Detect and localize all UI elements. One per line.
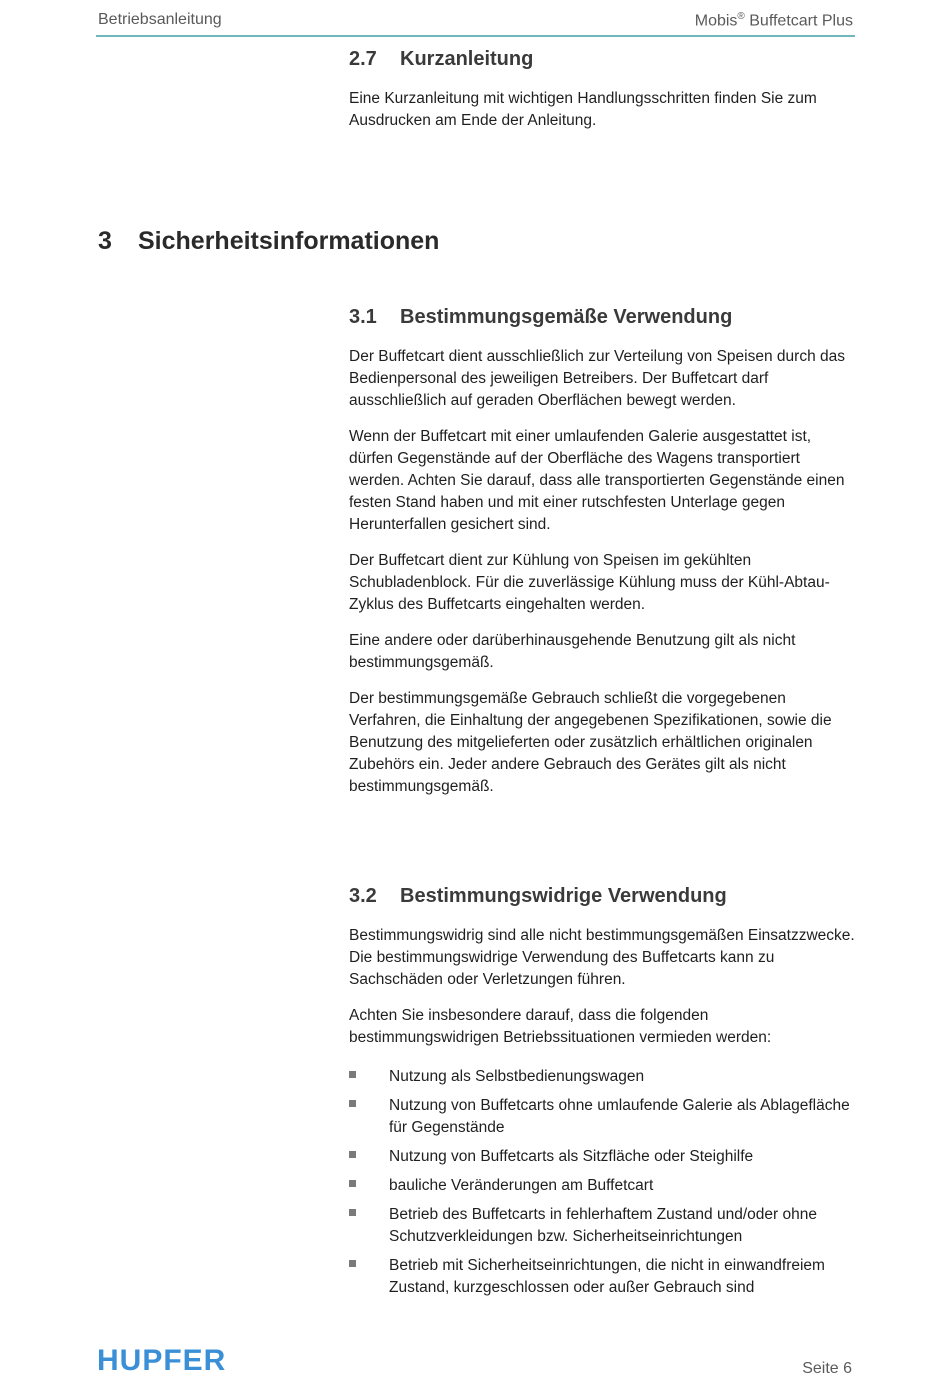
section-heading — [349, 885, 859, 908]
list-item — [349, 1095, 859, 1139]
header-product-name — [695, 11, 853, 30]
paragraph: Der Buffetcart dient ausschließlich zur Verteilung von Speisen durch das Bedienpersonal des jeweiligen Betreibers. Der Buffetcart darf ausschließlich auf geraden Oberflächen bewegt werden. — [349, 348, 845, 409]
chapter-title: Sicherheitsinformationen — [138, 227, 440, 255]
bullet-square-icon — [349, 1100, 356, 1107]
section-title: Bestimmungswidrige Verwendung — [400, 885, 727, 907]
section-heading — [349, 306, 859, 329]
section-3-2 — [349, 885, 859, 1049]
list-item-text: Nutzung von Buffetcarts ohne umlaufende Galerie als Ablagefläche für Gegenstände — [389, 1097, 850, 1136]
bullet-square-icon — [349, 1151, 356, 1158]
paragraph: Eine Kurzanleitung mit wichtigen Handlungsschritten finden Sie zum Ausdrucken am Ende der Anleitung. — [349, 90, 817, 129]
list-item — [349, 1255, 859, 1299]
section-title: Bestimmungsgemäße Verwendung — [400, 306, 733, 328]
bullet-square-icon — [349, 1180, 356, 1187]
paragraph: Wenn der Buffetcart mit einer umlaufenden Galerie ausgestattet ist, dürfen Gegenstände auf der Oberfläche des Wagens transportiert werden. Achten Sie darauf, dass alle transportierten Gegenstände einen festen Stand haben und mit einer rutschfesten Unterlage gegen Herunterfallen gesichert sind. — [349, 428, 845, 533]
list-item — [349, 1175, 859, 1197]
list-item — [349, 1204, 859, 1248]
paragraph: Der Buffetcart dient zur Kühlung von Speisen im gekühlten Schubladenblock. Für die zuverlässige Kühlung muss der Kühl-Abtau-Zyklus des Buffetcarts eingehalten werden. — [349, 552, 830, 613]
list-item-text: Betrieb mit Sicherheitseinrichtungen, die nicht in einwandfreiem Zustand, kurzgeschlossen oder außer Gebrauch sind — [389, 1257, 825, 1296]
paragraph: Eine andere oder darüberhinausgehende Benutzung gilt als nicht bestimmungsgemäß. — [349, 632, 796, 671]
section-number: 2.7 — [349, 48, 377, 70]
header-brand: Mobis — [694, 12, 738, 30]
list-item-text: bauliche Veränderungen am Buffetcart — [389, 1177, 654, 1194]
bullet-square-icon — [349, 1260, 356, 1267]
paragraph: Der bestimmungsgemäße Gebrauch schließt die vorgegebenen Verfahren, die Einhaltung der angegebenen Spezifikationen, sowie die Benutzung des mitgelieferten oder zusätzlich erhältlichen originalen Zubehörs ein. Jeder andere Gebrauch des Gerätes gilt als nicht bestimmungsgemäß. — [349, 690, 832, 795]
paragraph: Bestimmungswidrig sind alle nicht bestimmungsgemäßen Einsatzzwecke. Die bestimmungswidrige Verwendung des Buffetcarts kann zu Sachschäden oder Verletzungen führen. — [349, 927, 855, 988]
bullet-square-icon — [349, 1209, 356, 1216]
list-item-text: Nutzung als Selbstbedienungswagen — [389, 1068, 645, 1085]
header-divider — [96, 35, 855, 37]
list-item — [349, 1066, 859, 1088]
list-item-text: Nutzung von Buffetcarts als Sitzfläche oder Steighilfe — [389, 1148, 754, 1165]
header-product: Buffetcart Plus — [744, 12, 853, 30]
section-2-7 — [349, 48, 859, 132]
bullet-square-icon — [349, 1071, 356, 1078]
section-3-1 — [349, 306, 859, 798]
section-title: Kurzanleitung — [400, 48, 534, 70]
page-number: Seite 6 — [802, 1360, 852, 1377]
hupfer-logo: HUPFER — [97, 1344, 227, 1377]
chapter-number: 3 — [98, 227, 112, 255]
section-number: 3.1 — [349, 306, 377, 328]
section-number: 3.2 — [349, 885, 377, 907]
section-heading — [349, 48, 859, 71]
registered-mark: ® — [737, 11, 745, 22]
chapter-heading — [98, 227, 439, 256]
header-document-type: Betriebsanleitung — [98, 11, 222, 28]
list-item-text: Betrieb des Buffetcarts in fehlerhaftem Zustand und/oder ohne Schutzverkleidungen bzw. Sicherheitseinrichtungen — [389, 1206, 817, 1245]
paragraph: Achten Sie insbesondere darauf, dass die folgenden bestimmungswidrigen Betriebssituationen vermieden werden: — [349, 1007, 772, 1046]
bullet-list — [349, 1066, 859, 1306]
list-item — [349, 1146, 859, 1168]
